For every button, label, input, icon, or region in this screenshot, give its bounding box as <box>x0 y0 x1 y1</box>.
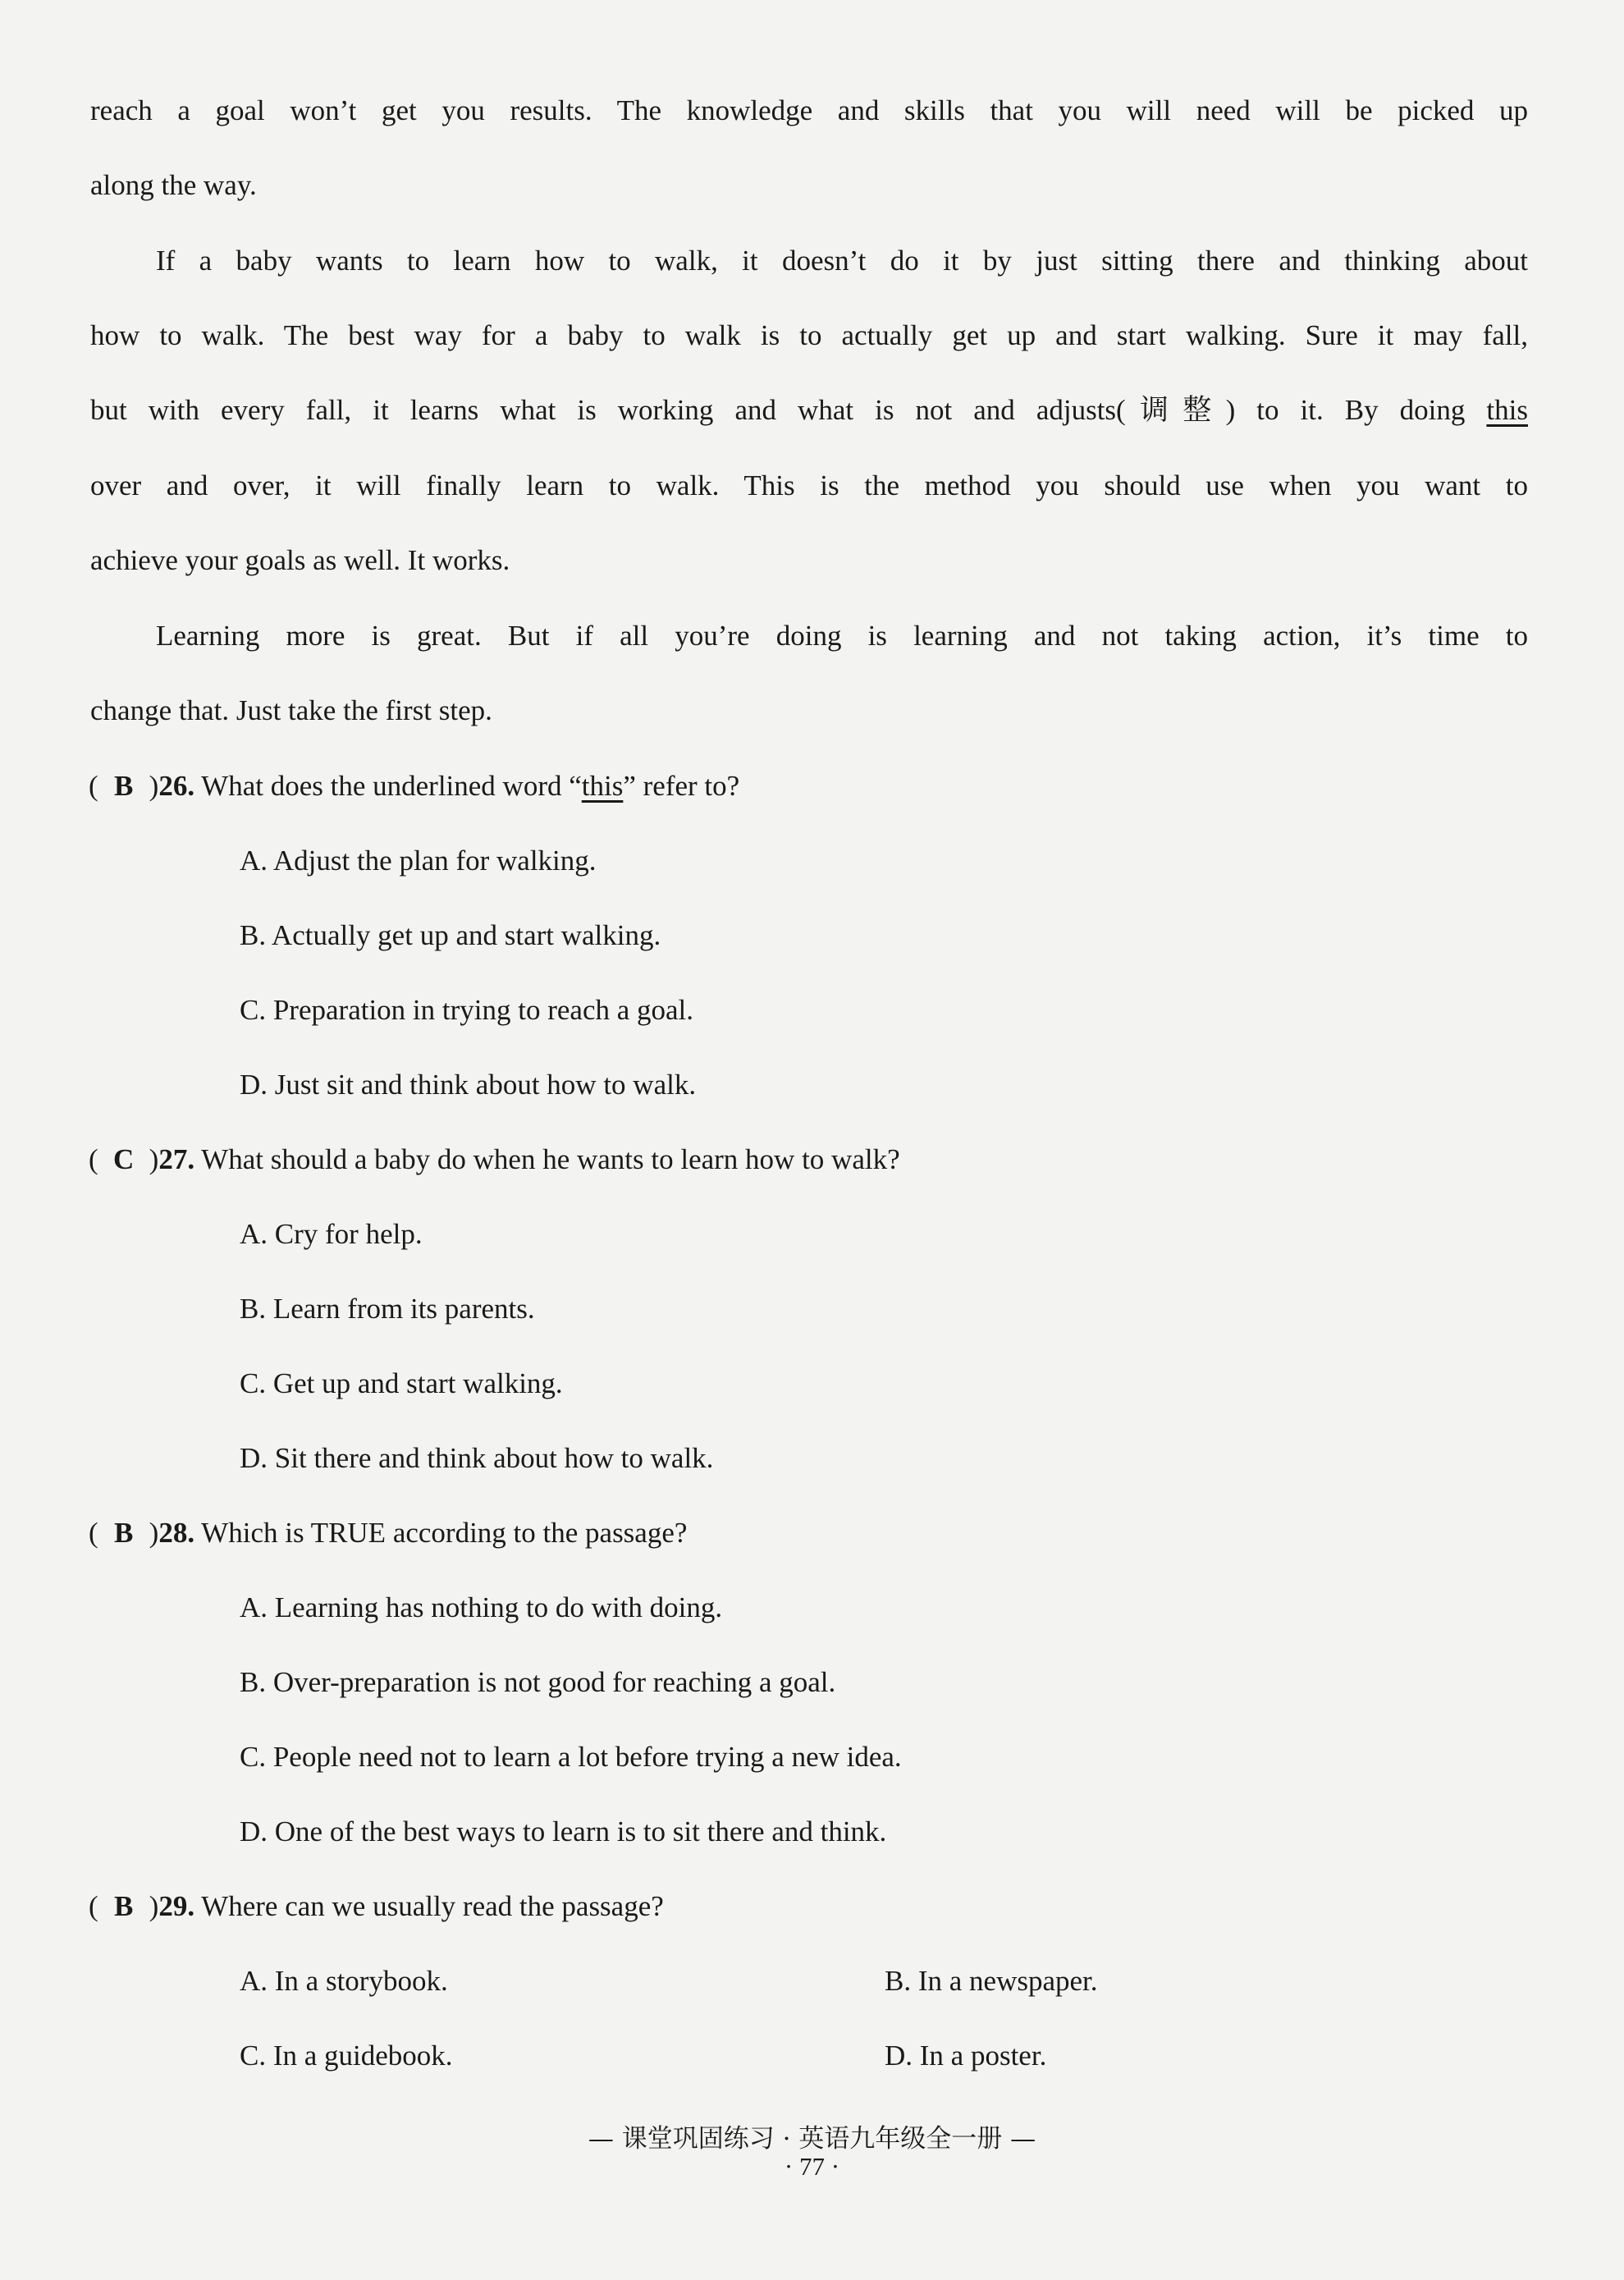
option-29-d: D. In a poster. <box>885 2040 1047 2072</box>
option-27-b: B. Learn from its parents. <box>240 1293 535 1325</box>
paren-open: ( <box>89 1890 98 1922</box>
question-26 <box>89 767 739 805</box>
passage-line: Learning more is great. But if all you’re doing is learning and not taking action, it’s time to <box>156 620 1528 652</box>
option-27-a: A. Cry for help. <box>240 1218 423 1250</box>
question-number: 28. <box>158 1517 195 1549</box>
option-26-b: B. Actually get up and start walking. <box>240 919 661 951</box>
page-number: · 77 · <box>784 2152 840 2181</box>
answer-27: C <box>113 1143 135 1175</box>
question-29 <box>89 1888 664 1925</box>
question-stem: What should a baby do when he wants to learn how to walk? <box>194 1143 900 1175</box>
question-stem: ” refer to? <box>623 770 740 802</box>
passage-line <box>90 391 1528 429</box>
question-27 <box>89 1141 900 1179</box>
option-26-d: D. Just sit and think about how to walk. <box>240 1069 697 1101</box>
option-28-d: D. One of the best ways to learn is to sit there and think. <box>240 1815 887 1847</box>
passage-line: over and over, it will finally learn to walk. This is the method you should use when you want to <box>90 469 1528 501</box>
question-28 <box>89 1514 687 1552</box>
answer-28: B <box>113 1517 134 1549</box>
answer-26: B <box>113 770 134 802</box>
footer-title: — 课堂巩固练习 · 英语九年级全一册 — <box>588 2124 1036 2154</box>
option-27-c: C. Get up and start walking. <box>240 1367 563 1399</box>
passage-line: achieve your goals as well. It works. <box>90 544 510 576</box>
question-number: 29. <box>158 1890 195 1922</box>
option-26-a: A. Adjust the plan for walking. <box>240 845 597 877</box>
passage-text: but with every fall, it learns what is working and what is not and adjusts(调整) to it. By doing <box>90 394 1487 426</box>
passage-line: If a baby wants to learn how to walk, it doesn’t do it by just sitting there and thinking about <box>156 245 1528 277</box>
paren-open: ( <box>89 1143 98 1175</box>
option-28-c: C. People need not to learn a lot before trying a new idea. <box>240 1741 902 1773</box>
question-stem: Which is TRUE according to the passage? <box>194 1517 688 1549</box>
underlined-word-this: this <box>581 770 624 802</box>
option-28-b: B. Over-preparation is not good for reaching a goal. <box>240 1666 836 1698</box>
question-stem: Where can we usually read the passage? <box>194 1890 664 1922</box>
passage-line: along the way. <box>90 169 257 201</box>
question-number: 27. <box>158 1143 195 1175</box>
option-29-c: C. In a guidebook. <box>240 2040 453 2072</box>
paren-close: ) <box>149 770 159 802</box>
question-number: 26. <box>158 770 195 802</box>
paren-close: ) <box>149 1517 159 1549</box>
option-29-a: A. In a storybook. <box>240 1965 448 1997</box>
paren-open: ( <box>89 1517 98 1549</box>
paren-open: ( <box>89 770 98 802</box>
question-stem: What does the underlined word “ <box>194 770 582 802</box>
option-29-b: B. In a newspaper. <box>885 1965 1098 1997</box>
option-27-d: D. Sit there and think about how to walk. <box>240 1442 714 1474</box>
option-26-c: C. Preparation in trying to reach a goal. <box>240 994 694 1026</box>
option-28-a: A. Learning has nothing to do with doing. <box>240 1591 723 1623</box>
underlined-word-this: this <box>1486 394 1528 426</box>
paren-close: ) <box>149 1143 159 1175</box>
paren-close: ) <box>149 1890 159 1922</box>
passage-line: change that. Just take the first step. <box>90 694 492 726</box>
passage-line: reach a goal won’t get you results. The knowledge and skills that you will need will be picked up <box>90 94 1528 126</box>
passage-line: how to walk. The best way for a baby to walk is to actually get up and start walking. Sure it may fall, <box>90 319 1528 351</box>
answer-29: B <box>113 1890 134 1922</box>
